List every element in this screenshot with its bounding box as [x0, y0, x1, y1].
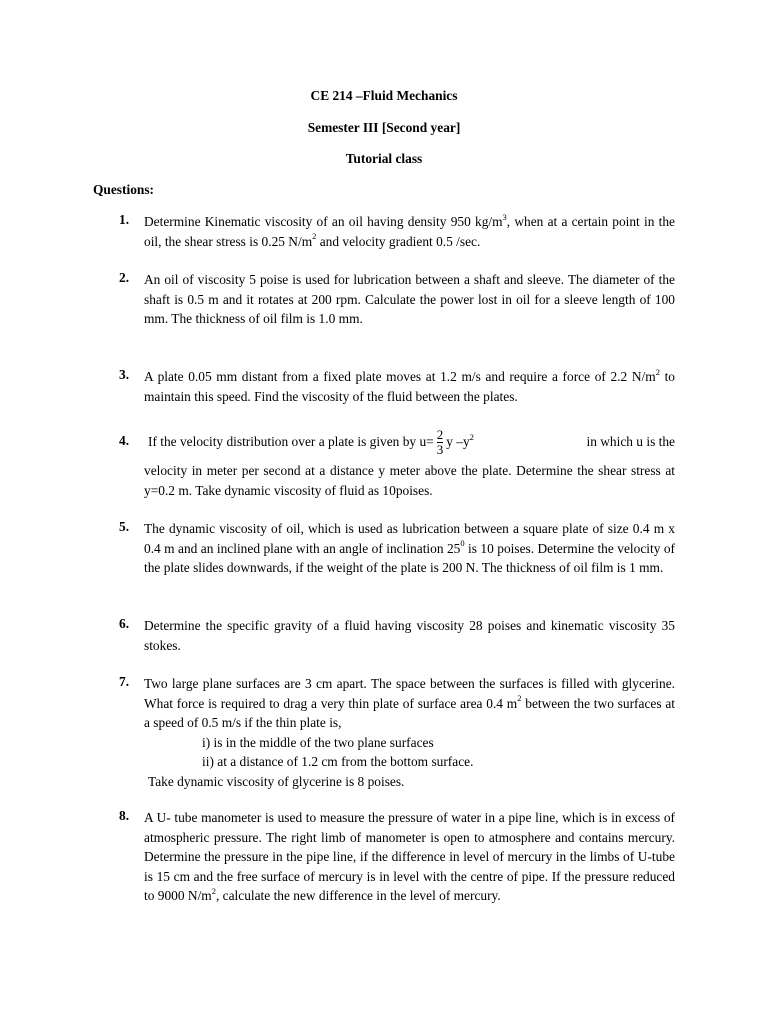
question-text: If the velocity distribution over a plate is given by u= $\frac{2}{3}$ y $-y^2$ in which u is the velocity in meter per second at a distance y meter above the plate. Determine the shear stress at y=0.2 m. Take dynamic viscosity of fluid as 10poises. [144, 426, 675, 498]
course-title: CE 214 –Fluid Mechanics [310, 88, 458, 103]
question-1 [119, 212, 675, 251]
question-6 [119, 616, 675, 655]
question-text: An oil of viscosity 5 poise is used for lubrication between a shaft and sleeve. The diameter of the shaft is 0.5 m and it rotates at 200 rpm. Calculate the power lost in oil for a sleeve length of 100 mm. The thickness of oil film is 1.0 mm. [144, 272, 675, 327]
question-number: 5. [119, 519, 130, 534]
tutorial-heading: Tutorial class [345, 151, 423, 166]
question-number: 7. [119, 674, 130, 689]
question-note: Take dynamic viscosity of glycerine is 8 poises. [148, 773, 405, 789]
question-2 [119, 270, 675, 329]
question-7 [119, 674, 675, 792]
question-number: 2. [119, 270, 130, 285]
question-number: 4. [119, 433, 130, 448]
questions-label: Questions: [93, 182, 155, 197]
question-4 [119, 423, 675, 500]
sub-question-i: i) is in the middle of the two plane surfaces [202, 734, 434, 750]
question-number: 3. [119, 367, 130, 382]
question-3 [119, 367, 675, 406]
question-number: 1. [119, 212, 130, 227]
question-text: The dynamic viscosity of oil, which is used as lubrication between a square plate of size 0.4 m x 0.4 m and an inclined plane with an angle of inclination $25^0$ is 10 poises. Determine the velocity of the plate slides downwards, if the weight of the plate is 200 N. The thickness of oil film is 1 mm. [144, 521, 675, 576]
fraction: $\frac{2}{3}$ [436, 426, 444, 457]
question-text: Two large plane surfaces are 3 cm apart. The space between the surfaces is filled with glycerine. What force is required to drag a very thin plate of surface area 0.4 $m^2$ between the two surfaces at a speed of 0.5 m/s if the thin plate is, i) is in the middle of the two plane surfaces ii) at a distance of 1.2 cm from the bottom surface. Take dynamic viscosity of glycerine is 8 poises. [144, 674, 675, 792]
question-text: A U- tube manometer is used to measure the pressure of water in a pipe line, which is in excess of atmospheric pressure. The right limb of manometer is open to atmosphere and contains mercury. Determine the pressure in the pipe line, if the difference in level of mercury in the limbs of U-tube is 15 cm and the free surface of mercury is in level with the centre of pipe. If the pressure reduced to 9000 $N/m^2$, calculate the new difference in the level of mercury. [144, 810, 675, 904]
semester-heading: Semester III [Second year] [307, 120, 461, 135]
question-number: 8. [119, 808, 130, 823]
question-text: Determine Kinematic viscosity of an oil having density 950 $kg/m^3$, when at a certain point in the oil, the shear stress is 0.25 $N/m^2$ and velocity gradient 0.5 /sec. [144, 211, 675, 249]
question-8 [119, 808, 675, 906]
question-text: Determine the specific gravity of a fluid having viscosity 28 poises and kinematic viscosity 35 stokes. [144, 618, 675, 653]
sub-question-ii: ii) at a distance of 1.2 cm from the bottom surface. [202, 754, 474, 770]
question-number: 6. [119, 616, 130, 631]
question-5 [119, 519, 675, 578]
question-text: A plate 0.05 mm distant from a fixed plate moves at 1.2 m/s and require a force of 2.2 $N/m^2$ to maintain this speed. Find the viscosity of the fluid between the plates. [144, 366, 675, 404]
